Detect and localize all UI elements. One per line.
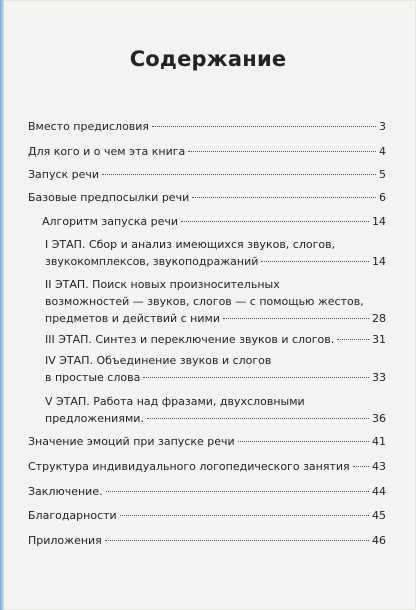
dot-leader xyxy=(147,417,369,419)
page-number: 28 xyxy=(372,312,386,325)
page-title: Содержание xyxy=(129,47,287,71)
dot-leader xyxy=(143,376,369,378)
dot-leader xyxy=(105,539,369,541)
page-number: 6 xyxy=(379,191,386,204)
page-number: 14 xyxy=(372,255,386,268)
page-number: 36 xyxy=(372,412,386,425)
dot-leader xyxy=(353,465,369,467)
toc-entry[interactable]: Алгоритм запуска речи 14 xyxy=(42,215,386,228)
dot-leader xyxy=(238,440,369,442)
dot-leader xyxy=(223,317,369,319)
page-number: 43 xyxy=(372,460,386,473)
toc-entry[interactable]: Запуск речи 5 xyxy=(28,168,386,181)
toc-entry-stage-3[interactable]: III ЭТАП. Синтез и переключение звуков и слогов. 31 xyxy=(45,333,386,346)
toc-entry-stage-2[interactable]: II ЭТАП. Поиск новых произносительных возможностей — звуков, слогов — с помощью жестов, предметов и действий с ними 28 xyxy=(45,278,386,325)
toc-entry[interactable]: Приложения 46 xyxy=(28,534,386,547)
page-number: 41 xyxy=(372,435,386,448)
page-number: 3 xyxy=(379,120,386,133)
toc-entry-stage-4[interactable]: IV ЭТАП. Объединение звуков и слогов в простые слова 33 xyxy=(45,354,386,384)
page-number: 45 xyxy=(372,509,386,522)
toc-entry-stage-1[interactable]: I ЭТАП. Сбор и анализ имеющихся звуков, слогов, звукокомплексов, звукоподражаний 14 xyxy=(45,238,386,268)
page-number: 31 xyxy=(372,333,386,346)
dot-leader xyxy=(152,125,376,127)
toc-entry-stage-5[interactable]: V ЭТАП. Работа над фразами, двухсловными предложениями. 36 xyxy=(45,395,386,425)
dot-leader xyxy=(337,338,369,340)
page-number: 33 xyxy=(372,371,386,384)
dot-leader xyxy=(181,220,369,222)
page-number: 4 xyxy=(379,145,386,158)
toc-entry[interactable]: Значение эмоций при запуске речи 41 xyxy=(28,435,386,448)
dot-leader xyxy=(188,150,376,152)
page-number: 46 xyxy=(372,534,386,547)
toc-entry[interactable]: Структура индивидуального логопедического занятия 43 xyxy=(28,460,386,473)
toc-entry[interactable]: Для кого и о чем эта книга 4 xyxy=(28,145,386,158)
toc-entry[interactable]: Благодарности 45 xyxy=(28,509,386,522)
page-number: 5 xyxy=(379,168,386,181)
page-number: 44 xyxy=(372,485,386,498)
page-number: 14 xyxy=(372,215,386,228)
dot-leader xyxy=(106,490,369,492)
toc-entry[interactable]: Заключение. 44 xyxy=(28,485,386,498)
toc-entry[interactable]: Базовые предпосылки речи 6 xyxy=(28,191,386,204)
dot-leader xyxy=(120,514,369,516)
page-edge xyxy=(0,0,4,610)
dot-leader xyxy=(261,260,369,262)
dot-leader xyxy=(192,196,376,198)
toc-entry[interactable]: Вместо предисловия 3 xyxy=(28,120,386,133)
dot-leader xyxy=(102,173,376,175)
